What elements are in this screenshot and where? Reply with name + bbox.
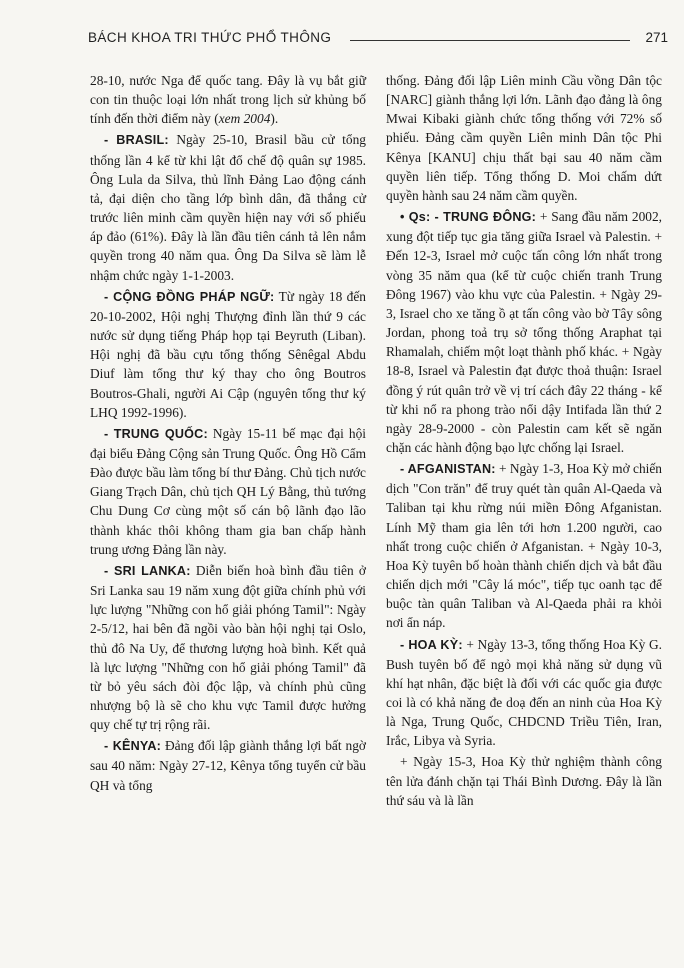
cross-reference: xem 2004: [218, 111, 271, 127]
paragraph: - BRASIL: Ngày 25-10, Brasil bầu cử tổng thống lần 4 kể từ khi lật đổ chế độ quân sự 1985. Ông Lula da Silva, thủ lĩnh Đảng Lao động cánh tả, đại diện cho tầng lớp bình dân, đã thắng cử trước liên minh cầm quyền hiện nay với số phiếu áp đảo (61%). Đây là lần đầu tiên cánh tả lên nắm quyền trong 40 năm qua. Ông Da Silva sẽ làm lễ nhậm chức ngày 1-1-2003.: [90, 132, 366, 283]
section-heading: - TRUNG QUỐC:: [104, 426, 208, 441]
paragraph: • Qs: - TRUNG ĐÔNG: + Sang đầu năm 2002, xung đột tiếp tục gia tăng giữa Israel và Palestin. + Đến 12-3, Israel mở cuộc tấn công lớn nhất trong vòng 35 năm qua (kể từ cuộc chiến tranh Trung Đông 1967) vào khu vực của Palestin. + Ngày 29-3, Israel cho xe tăng ồ ạt tấn công vào bờ Tây sông Jordan, phong toả trụ sở tổng thống Araphat tại Rhamalah, chiếm một loạt thành phố khác. + Ngày 18-8, Israel và Palestin đạt được thoả thuận: Israel đồng ý rút quân trở về vị trí cách đây 22 tháng - kể từ khi nổ ra phong trào nổi dậy Intifada lần thứ 2 ngày 28-9-2000 - còn Palestin cam kết sẽ ngăn chặn các hành động bạo lực chống lại Israel.: [386, 209, 663, 455]
book-title: BÁCH KHOA TRI THỨC PHỔ THÔNG: [88, 30, 332, 45]
paragraph: - HOA KỲ: + Ngày 13-3, tổng thống Hoa Kỳ G. Bush tuyên bố để ngỏ mọi khả năng sử dụng vũ khí hạt nhân, đặc biệt là đối với các quốc gia được coi là có khả năng đe doạ đến an ninh của Hoa Kỳ là Nga, Trung Quốc, CHDCND Triều Tiên, Iran, Irắc, Libya và Syria.: [386, 636, 662, 749]
paragraph: 28-10, nước Nga để quốc tang. Đây là vụ bắt giữ con tin thuộc loại lớn nhất trong lịch sử khủng bố tính đến thời điểm này (xem 2004).: [90, 73, 366, 127]
paragraph: - KÊNYA: Đảng đối lập giành thắng lợi bất ngờ sau 40 năm: Ngày 27-12, Kênya tổng tuyển cử bầu QH và tổng: [90, 738, 366, 793]
section-heading: - SRI LANKA:: [104, 563, 191, 578]
section-heading: - BRASIL:: [104, 133, 169, 148]
paragraph: - SRI LANKA: Diễn biến hoà bình đầu tiên ở Sri Lanka sau 19 năm xung đột giữa chính phủ với lực lượng "Những con hổ giải phóng Tamil": Ngày 2-5/12, hai bên đã ngồi vào bàn hội nghị tại Oslo, thủ đô Na Uy, để thương lượng hoà bình. Kết quả là lực lượng "Những con hổ giải phóng Tamil" đã từ bỏ yêu sách đòi độc lập, và chính phủ cũng nhượng bộ là sẽ cho khu vực Tamil được hưởng quy chế tự trị rộng rãi.: [90, 562, 367, 733]
section-heading: - HOA KỲ:: [400, 637, 463, 652]
page-number: 271: [645, 30, 668, 45]
right-column: [386, 71, 662, 810]
paragraph: - CỘNG ĐỒNG PHÁP NGỮ: Từ ngày 18 đến 20-10-2002, Hội nghị Thượng đỉnh lần thứ 9 các nước sử dụng tiếng Pháp họp tại Beyruth (Liban). Hội nghị đã bầu cựu tổng thống Sênêgal Abdu Diuf làm tổng thư ký thay cho ông Boutros Boutros-Ghali, người Ai Cập (nguyên tổng thư ký LHQ 1992-1996).: [90, 288, 366, 420]
paragraph: thống. Đảng đối lập Liên minh Cầu vồng Dân tộc [NARC] giành thắng lợi lớn. Lãnh đạo đảng là ông Mwai Kibaki giành chức tổng thống với 72% số phiếu. Đảng cầm quyền Liên minh Dân tộc Phi Kênya [KANU] chịu thất bại sau 40 năm cầm quyền liên tiếp. Tổng thống D. Moi chấm dứt quyền hành sau 24 năm cầm quyền.: [386, 73, 662, 203]
section-heading: - KÊNYA:: [104, 739, 162, 754]
left-column: [90, 71, 366, 795]
section-heading: - AFGANISTAN:: [400, 462, 496, 477]
header-rule: [350, 40, 630, 41]
paragraph: - TRUNG QUỐC: Ngày 15-11 bế mạc đại hội đại biểu Đảng Cộng sản Trung Quốc. Ông Hồ Cẩm Đào được bầu làm tổng bí thư Đảng. Chủ tịch nước Giang Trạch Dân, chủ tịch QH Lý Bằng, thủ tướng Chu Dung Cơ cùng một số cán bộ lãnh đạo lão thành khác thôi không tham gia ban chấp hành trung ương Đảng lần này.: [90, 425, 366, 557]
paragraph: - AFGANISTAN: + Ngày 1-3, Hoa Kỳ mở chiến dịch "Con trăn" để truy quét tàn quân Al-Qaeda và Taliban tại khu rừng núi miền Đông Afganistan. Lính Mỹ tham gia lên tới hơn 1.200 người, cao nhất trong cuộc chiến ở Afganistan. + Ngày 10-3, Hoa Kỳ tuyên bố hoàn thành chiến dịch và bắt đầu chiến dịch mới "Cây lá móc", tiếp tục oanh tạc để buộc tàn quân Taliban và Al-Qaeda phải ra khỏi nơi ẩn náp.: [386, 461, 662, 631]
section-heading: • Qs: - TRUNG ĐÔNG:: [400, 210, 537, 225]
section-heading: - CỘNG ĐỒNG PHÁP NGỮ:: [104, 289, 275, 304]
running-header: [88, 30, 668, 58]
paragraph: + Ngày 15-3, Hoa Kỳ thử nghiệm thành công tên lửa đánh chặn tại Thái Bình Dương. Đây là lần thứ sáu và là lần: [386, 754, 662, 808]
